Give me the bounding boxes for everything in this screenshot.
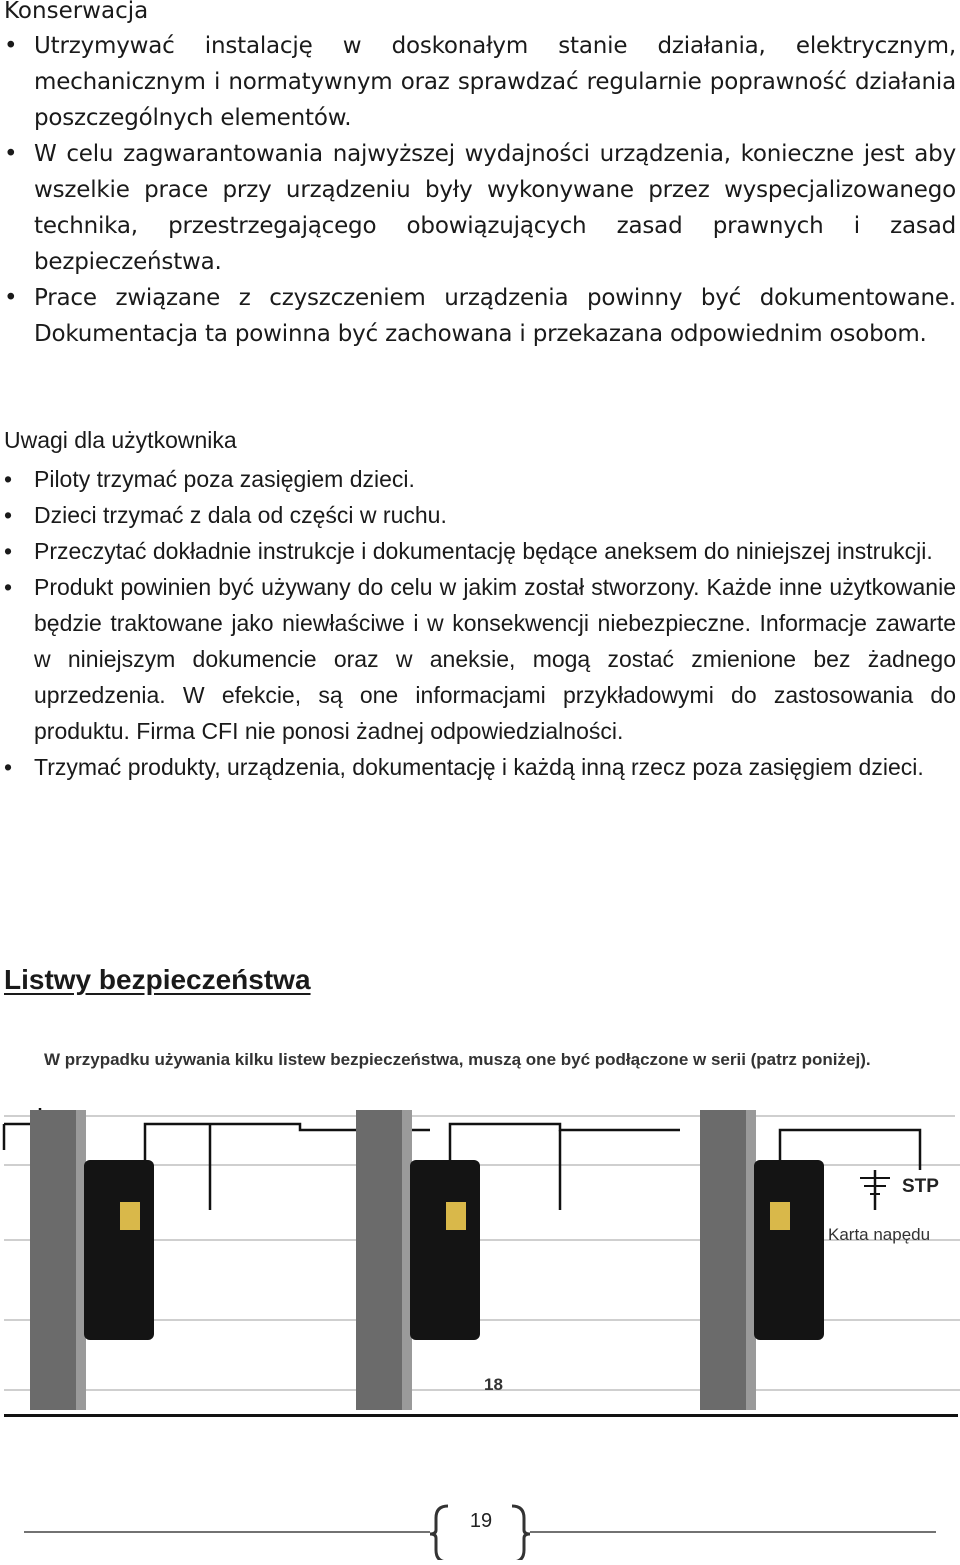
uwagi-item-3 <box>0 533 956 569</box>
uwagi-item-text: Trzymać produkty, urządzenia, dokumentację i każdą inną rzecz poza zasięgiem dzieci. <box>34 754 924 780</box>
konserwacja-item-1 <box>0 28 956 136</box>
konserwacja-item-2 <box>0 136 956 280</box>
konserwacja-item-3 <box>0 280 956 352</box>
bullet-icon: • <box>4 574 13 600</box>
bullet-icon: • <box>4 466 13 492</box>
konserwacja-list <box>0 28 956 352</box>
horizontal-rule <box>4 1414 958 1417</box>
bullet-icon: • <box>4 502 13 528</box>
figure-caption: W przypadku używania kilku listew bezpieczeństwa, muszą one być podłączone w serii (patrz poniżej). <box>44 1050 871 1069</box>
page-number: 19 <box>469 1510 493 1532</box>
uwagi-item-text: Piloty trzymać poza zasięgiem dzieci. <box>34 466 415 492</box>
page-footer <box>0 1490 960 1560</box>
konserwacja-item-text: Utrzymywać instalację w doskonałym stanie działania, elektrycznym, mechanicznym i normatywnym oraz sprawdzać regularnie poprawność działania poszczególnych elementów. <box>34 33 956 131</box>
safety-edge-wiring-figure <box>0 1030 960 1420</box>
konserwacja-item-text: W celu zagwarantowania najwyższej wydajności urządzenia, konieczne jest aby wszelkie prace przy urządzeniu były wykonywane przez wyspecjalizowanego technika, przestrzegającego obowiązujących zasad prawnych i zasad bezpieczeństwa. <box>34 141 956 275</box>
heading-uwagi: Uwagi dla użytkownika <box>4 427 237 453</box>
drive-board-label: Karta napędu <box>828 1225 931 1244</box>
connector-fittings <box>120 1202 790 1230</box>
heading-konserwacja: Konserwacja <box>4 0 149 24</box>
uwagi-item-1 <box>0 461 956 497</box>
uwagi-item-2 <box>0 497 956 533</box>
wiring-diagram <box>0 1030 960 1420</box>
figure-page-number: 18 <box>484 1375 503 1394</box>
bullet-icon: • <box>4 538 13 564</box>
heading-listwy: Listwy bezpieczeństwa <box>4 964 311 995</box>
uwagi-item-5 <box>0 749 956 785</box>
bullet-icon: • <box>4 141 18 167</box>
uwagi-list <box>0 461 956 785</box>
uwagi-item-4 <box>0 569 956 749</box>
konserwacja-item-text: Prace związane z czyszczeniem urządzenia powinny być dokumentowane. Dokumentacja ta powinna być zachowana i przekazana odpowiednim osobom. <box>34 285 956 347</box>
bullet-icon: • <box>4 285 18 311</box>
uwagi-item-text: Dzieci trzymać z dala od części w ruchu. <box>34 502 447 528</box>
uwagi-item-text: Przeczytać dokładnie instrukcje i dokumentację będące aneksem do niniejszej instrukcji. <box>34 538 933 564</box>
bullet-icon: • <box>4 754 13 780</box>
bullet-icon: • <box>4 33 18 59</box>
uwagi-item-text: Produkt powinien być używany do celu w jakim został stworzony. Każde inne użytkowanie będzie traktowane jako niewłaściwe i w konsekwencji niebezpieczne. Informacje zawarte w niniejszym dokumencie oraz w aneksie, mogą zostać zmienione bez żadnego uprzedzenia. W efekcie, są one informacjami przykładowymi do zastosowania do produktu. Firma CFI nie ponosi żadnej odpowiedzialności. <box>34 574 956 744</box>
stp-label: STP <box>902 1176 939 1197</box>
